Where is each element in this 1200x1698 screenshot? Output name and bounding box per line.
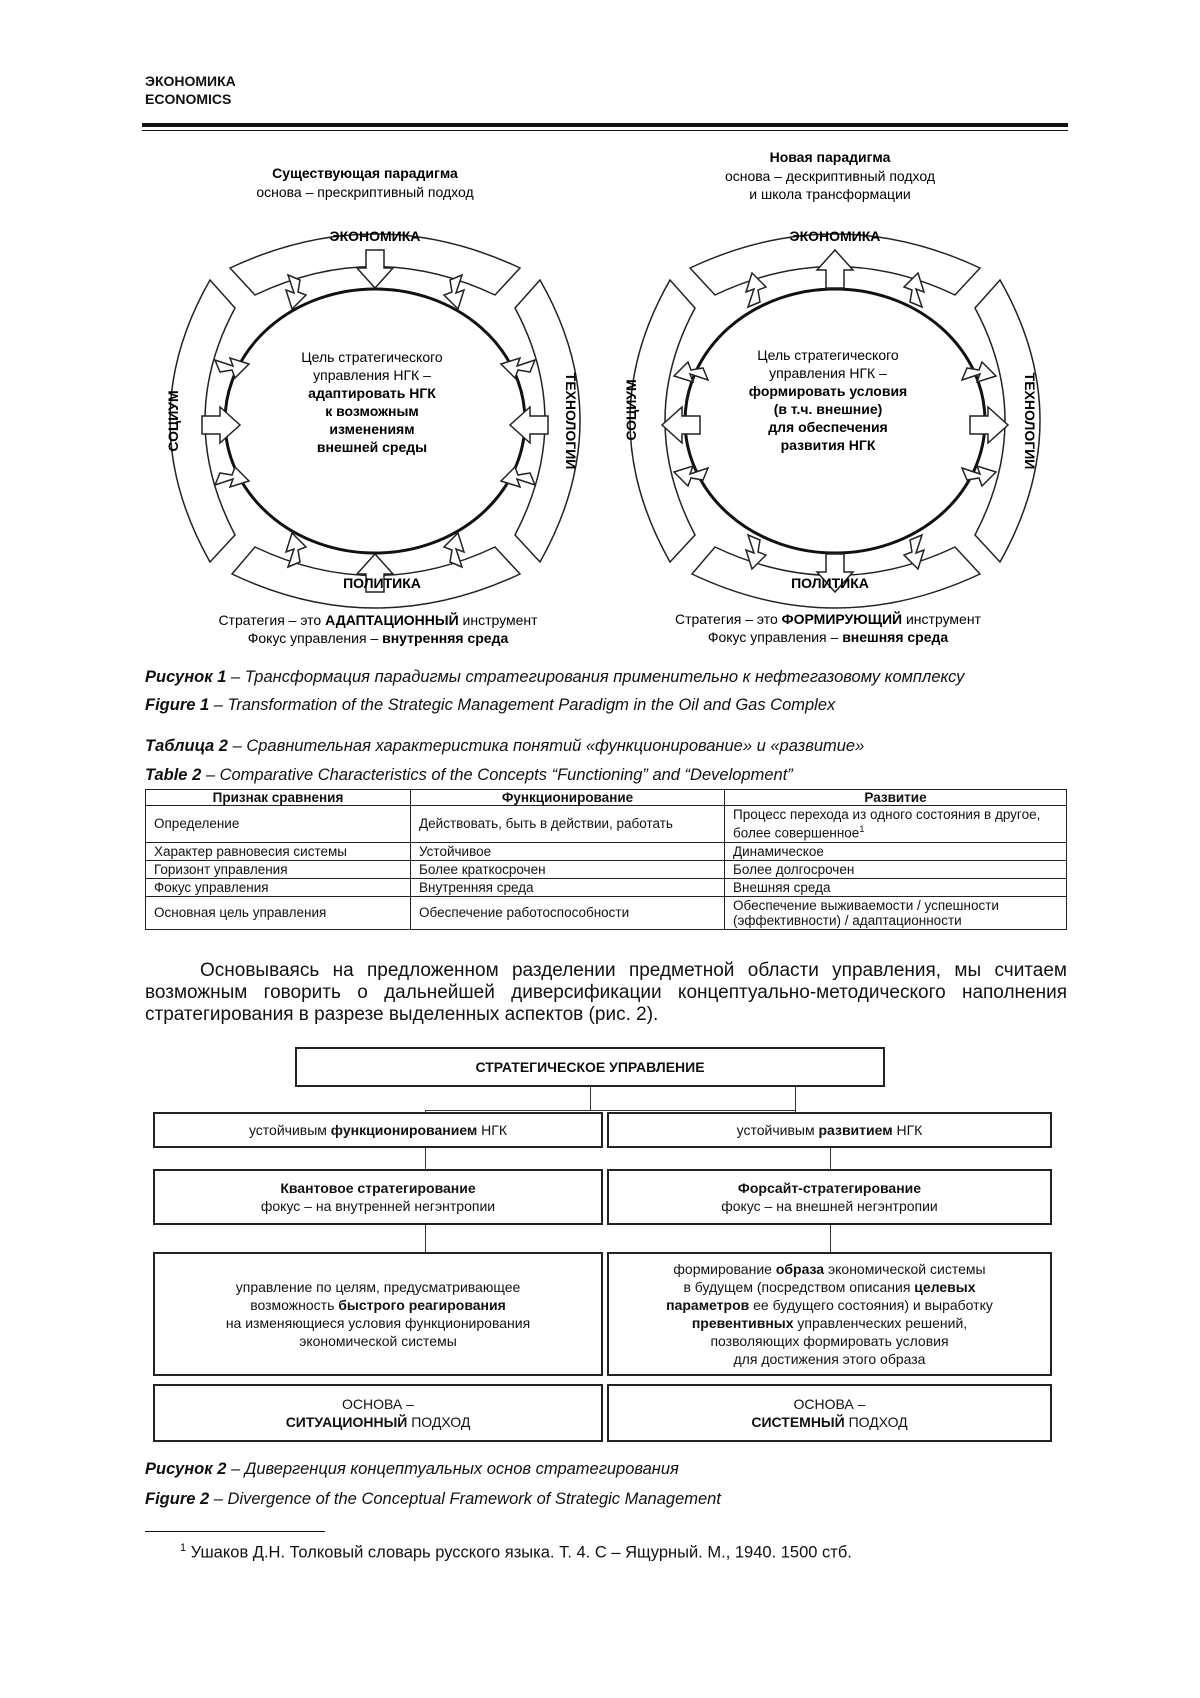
right-center-line: (в т.ч. внешние) [773,401,883,417]
table-cell-text: Процесс перехода из одного состояния в другое, более совершенное [733,807,1041,841]
header-rule-thick [142,123,1068,127]
table-cell: Внешняя среда [725,878,1067,896]
right-center-line: развития НГК [780,437,876,453]
caption-text: – Дивергенция концептуальных основ стратегирования [226,1460,679,1478]
right-label-politics: ПОЛИТИКА [791,575,869,591]
left-focus-line: Фокус управления – внутренняя среда [247,630,509,646]
left-center-line: адаптировать НГК [308,385,436,401]
left-center-line: внешней среды [316,439,428,455]
left-center-line: Цель стратегического [301,349,443,365]
figure1-caption-en [145,696,835,715]
caption-text: – Сравнительная характеристика понятий «функционирование» и «развитие» [227,737,865,755]
strategic-management-box [295,1047,885,1087]
connector-line [590,1087,591,1110]
figure1-left-paradigm [165,165,580,646]
figure2-caption-ru [145,1460,679,1479]
box-line: ОСНОВА – [342,1396,414,1412]
box-title: Форсайт-стратегирование [737,1180,922,1196]
foresight-strategizing-box [607,1169,1052,1225]
table-cell: Динамическое [725,842,1067,860]
table-cell: Действовать, быть в действии, работать [411,806,725,843]
connector-line [830,1148,831,1169]
table-row [146,896,1067,929]
box-subtitle: фокус – на внешней негэнтропии [721,1198,938,1214]
box-line: превентивных управленческих решений, [691,1315,968,1331]
right-paradigm-title: Новая парадигма [769,149,891,165]
body-paragraph [145,960,1067,1026]
box-line: формирование образа экономической системы [673,1261,986,1277]
right-strategy-line: Стратегия – это ФОРМИРУЮЩИЙ инструмент [675,611,981,627]
sustainable-development-box [607,1112,1052,1148]
paragraph-text: Основываясь на предложенном разделении предметной области управления, мы считаем возможным говорить о дальнейшей диверсификации концептуально-методического наполнения стратегирования в разрезе выделенных аспектов (рис. 2). [145,960,1067,1025]
table-cell: Основная цель управления [146,896,411,929]
table-header-cell: Функционирование [411,790,725,806]
comparison-table [145,789,1067,930]
table-cell: Более долгосрочен [725,860,1067,878]
footnote-mark: 1 [180,1542,187,1554]
caption-label: Figure 2 [145,1490,210,1508]
box-text: устойчивым развитием НГК [736,1122,923,1138]
table-row [146,842,1067,860]
table-cell: Обеспечение выживаемости / успешности (эффективности) / адаптационности [725,896,1067,929]
quantum-strategizing-box [153,1169,603,1225]
figure1-caption-ru [145,668,964,687]
table-row [146,878,1067,896]
table-cell: Определение [146,806,411,843]
figure1-right-paradigm [623,149,1040,645]
right-paradigm-subtitle-2: и школа трансформации [749,186,911,202]
image-formation-box [607,1252,1052,1376]
header-ru: ЭКОНОМИКА [145,73,236,89]
left-center-line: изменениям [329,421,415,437]
table-cell: Горизонт управления [146,860,411,878]
sustainable-functioning-box [153,1112,603,1148]
right-label-society: СОЦИУМ [623,379,639,441]
connector-line [795,1087,796,1112]
footnote-text: Ушаков Д.Н. Толковый словарь русского языка. Т. 4. С – Ящурный. М., 1940. 1500 стб. [186,1543,852,1562]
left-paradigm-subtitle: основа – прескриптивный подход [256,184,474,200]
table-row [146,860,1067,878]
connector-line [425,1148,426,1169]
connector-line [830,1225,831,1252]
box-title: Квантовое стратегирование [280,1180,476,1196]
box-text: СТРАТЕГИЧЕСКОЕ УПРАВЛЕНИЕ [475,1059,705,1075]
table2-caption-ru [145,737,864,756]
table-cell [725,806,1067,843]
table-cell: Устойчивое [411,842,725,860]
figure2-caption-en [145,1490,721,1509]
right-center-line: Цель стратегического [757,347,899,363]
caption-label: Table 2 [145,766,202,784]
table-cell: Характер равновесия системы [146,842,411,860]
box-line: в будущем (посредством описания целевых [683,1279,976,1295]
box-line: экономической системы [299,1333,457,1349]
right-label-economics: ЭКОНОМИКА [789,228,881,244]
box-line: возможность быстрого реагирования [250,1297,506,1313]
box-subtitle: фокус – на внутренней негэнтропии [260,1198,496,1214]
caption-text: – Трансформация парадигмы стратегирования применительно к нефтегазовому комплексу [226,668,965,686]
figure1-diagram [0,140,1200,660]
table-row [146,806,1067,843]
right-paradigm-subtitle-1: основа – дескриптивный подход [724,168,936,184]
header-rule-thin [142,130,1068,131]
table2-caption-en [145,766,793,785]
systemic-approach-box [607,1384,1052,1442]
box-line: параметров ее будущего состояния) и выработку [666,1297,993,1313]
box-line: на изменяющиеся условия функционирования [225,1315,531,1331]
caption-label: Таблица 2 [145,737,228,755]
left-label-technology: ТЕХНОЛОГИИ [563,372,579,470]
footnote-rule [145,1531,325,1532]
right-label-technology: ТЕХНОЛОГИИ [1022,372,1038,470]
footnote-ref: 1 [859,824,865,834]
connector-line [425,1110,795,1111]
caption-label: Figure 1 [145,696,210,714]
left-center-line: к возможным [325,403,419,419]
left-paradigm-title: Существующая парадигма [272,165,458,181]
connector-line [425,1225,426,1252]
box-line: для достижения этого образа [733,1351,926,1367]
right-center-line: управления НГК – [769,365,887,381]
caption-text: – Transformation of the Strategic Management Paradigm in the Oil and Gas Complex [209,696,836,714]
left-strategy-line: Стратегия – это АДАПТАЦИОННЫЙ инструмент [218,612,538,628]
caption-label: Рисунок 2 [145,1460,227,1478]
footnote [180,1542,852,1563]
goal-management-box [153,1252,603,1376]
table-cell: Более краткосрочен [411,860,725,878]
left-label-economics: ЭКОНОМИКА [329,228,421,244]
left-label-society: СОЦИУМ [165,390,181,452]
box-line: СИТУАЦИОННЫЙ ПОДХОД [285,1414,471,1430]
caption-label: Рисунок 1 [145,668,227,686]
situational-approach-box [153,1384,603,1442]
box-line: СИСТЕМНЫЙ ПОДХОД [751,1414,908,1430]
table-header-cell: Признак сравнения [146,790,411,806]
table-header-row [146,790,1067,806]
caption-text: – Divergence of the Conceptual Framework of Strategic Management [209,1490,721,1508]
box-line: позволяющих формировать условия [710,1333,949,1349]
box-line: управление по целям, предусматривающее [235,1279,521,1295]
journal-header [145,72,236,108]
header-en: ECONOMICS [145,91,232,107]
left-center-line: управления НГК – [313,367,431,383]
left-label-politics: ПОЛИТИКА [343,575,421,591]
right-center-line: формировать условия [748,383,908,399]
table-cell: Внутренняя среда [411,878,725,896]
box-text: устойчивым функционированием НГК [248,1122,508,1138]
right-center-line: для обеспечения [768,419,888,435]
box-line: ОСНОВА – [793,1396,866,1412]
table-header-cell: Развитие [725,790,1067,806]
caption-text: – Comparative Characteristics of the Concepts “Functioning” and “Development” [201,766,793,784]
table-cell: Фокус управления [146,878,411,896]
right-focus-line: Фокус управления – внешняя среда [707,629,949,645]
table-cell: Обеспечение работоспособности [411,896,725,929]
